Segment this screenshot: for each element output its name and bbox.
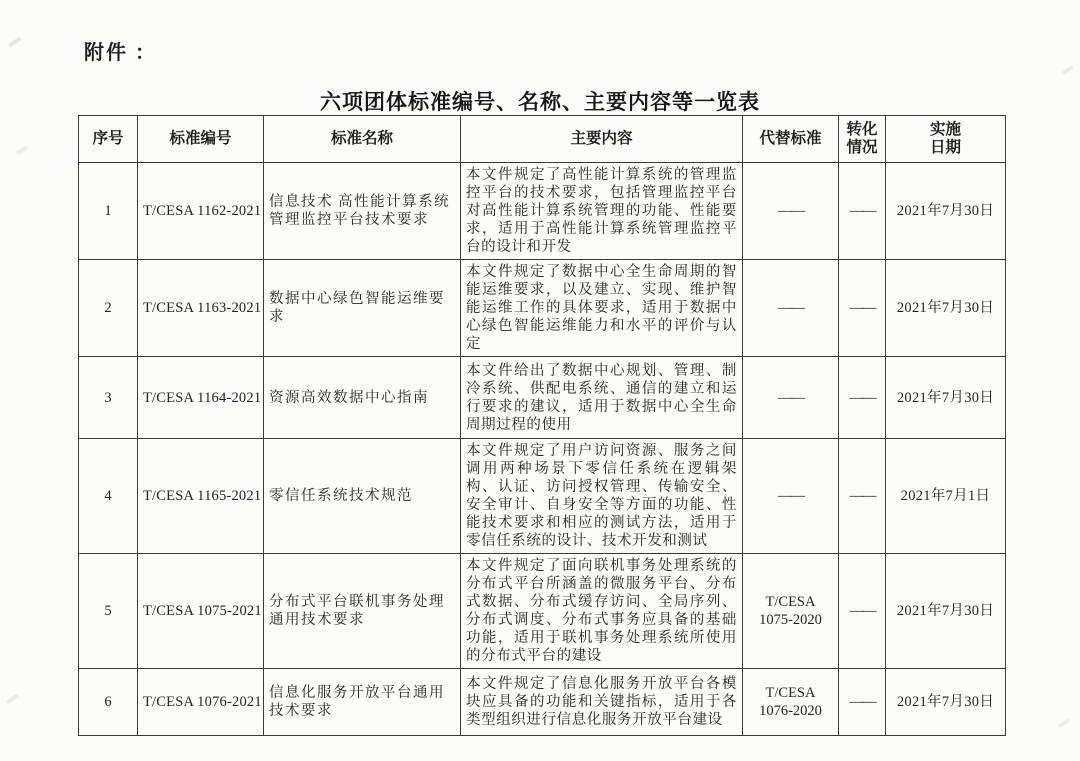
cell-replaced: —— — [743, 163, 839, 260]
header-seq: 序号 — [79, 116, 138, 163]
scan-artifact — [1062, 65, 1074, 75]
cell-name: 信息化服务开放平台通用技术要求 — [264, 669, 461, 736]
cell-impl-date: 2021年7月30日 — [886, 357, 1006, 439]
cell-replaced: —— — [743, 357, 839, 439]
cell-name: 信息技术 高性能计算系统管理监控平台技术要求 — [264, 163, 461, 260]
scan-artifact — [16, 145, 29, 155]
cell-code: T/CESA 1076-2021 — [138, 669, 264, 736]
cell-impl-date: 2021年7月30日 — [886, 163, 1006, 260]
cell-seq: 3 — [79, 357, 138, 439]
cell-name: 资源高效数据中心指南 — [264, 357, 461, 439]
header-content: 主要内容 — [461, 116, 743, 163]
table-row — [79, 260, 1006, 357]
page-title: 六项团体标准编号、名称、主要内容等一览表 — [320, 90, 760, 114]
cell-impl-date: 2021年7月1日 — [886, 439, 1006, 554]
table-header-row — [79, 116, 1006, 163]
table-row — [79, 357, 1006, 439]
cell-replaced: —— — [743, 439, 839, 554]
cell-name: 分布式平台联机事务处理通用技术要求 — [264, 554, 461, 669]
header-impl-line1: 实施 — [929, 121, 961, 138]
cell-replaced: —— — [743, 260, 839, 357]
table-row — [79, 669, 1006, 736]
header-code: 标准编号 — [138, 116, 264, 163]
header-impl-date — [886, 116, 1006, 163]
table-row — [79, 439, 1006, 554]
cell-conversion: —— — [839, 554, 886, 669]
cell-conversion: —— — [839, 163, 886, 260]
cell-content: 本文件规定了面向联机事务处理系统的分布式平台所涵盖的微服务平台、分布式数据、分布式缓存访问、全局序列、分布式调度、分布式事务应具备的基础功能，适用于联机事务处理系统所使用的分布式平台的建设 — [461, 554, 743, 669]
cell-content: 本文件规定了高性能计算系统的管理监控平台的技术要求，包括管理监控平台对高性能计算系统管理的功能、性能要求，适用于高性能计算系统管理监控平台的设计和开发 — [461, 163, 743, 260]
cell-seq: 5 — [79, 554, 138, 669]
cell-replaced: T/CESA 1076-2020 — [743, 669, 839, 736]
cell-impl-date: 2021年7月30日 — [886, 554, 1006, 669]
cell-seq: 1 — [79, 163, 138, 260]
cell-content: 本文件规定了数据中心全生命周期的智能运维要求，以及建立、实现、维护智能运维工作的具体要求，适用于数据中心绿色智能运维能力和水平的评价与认定 — [461, 260, 743, 357]
cell-seq: 2 — [79, 260, 138, 357]
attachment-label: 附件 ： — [84, 42, 157, 64]
cell-code: T/CESA 1163-2021 — [138, 260, 264, 357]
header-conversion-line1: 转化 — [846, 121, 878, 138]
scan-artifact — [1058, 718, 1070, 728]
table-row — [79, 163, 1006, 260]
cell-content: 本文件规定了用户访问资源、服务之间调用两种场景下零信任系统在逻辑架构、认证、访问授权管理、传输安全、安全审计、自身安全等方面的功能、性能技术要求和相应的测试方法，适用于零信任系统的设计、技术开发和测试 — [461, 439, 743, 554]
cell-content: 本文件规定了信息化服务开放平台各模块应具备的功能和关键指标，适用于各类型组织进行信息化服务开放平台建设 — [461, 669, 743, 736]
cell-impl-date: 2021年7月30日 — [886, 260, 1006, 357]
cell-content: 本文件给出了数据中心规划、管理、制冷系统、供配电系统、通信的建立和运行要求的建议，适用于数据中心全生命周期过程的使用 — [461, 357, 743, 439]
cell-conversion: —— — [839, 357, 886, 439]
cell-code: T/CESA 1162-2021 — [138, 163, 264, 260]
cell-name: 数据中心绿色智能运维要求 — [264, 260, 461, 357]
header-name: 标准名称 — [264, 116, 461, 163]
scan-artifact — [8, 36, 22, 47]
cell-replaced: T/CESA 1075-2020 — [743, 554, 839, 669]
cell-conversion: —— — [839, 439, 886, 554]
header-replaced: 代替标准 — [743, 116, 839, 163]
standards-table — [78, 115, 1006, 736]
table-row — [79, 554, 1006, 669]
scan-artifact — [6, 694, 19, 705]
cell-code: T/CESA 1075-2021 — [138, 554, 264, 669]
header-conversion-line2: 情况 — [846, 139, 878, 156]
header-impl-line2: 日期 — [929, 139, 961, 156]
cell-seq: 4 — [79, 439, 138, 554]
cell-conversion: —— — [839, 669, 886, 736]
cell-code: T/CESA 1164-2021 — [138, 357, 264, 439]
cell-name: 零信任系统技术规范 — [264, 439, 461, 554]
cell-code: T/CESA 1165-2021 — [138, 439, 264, 554]
header-conversion — [839, 116, 886, 163]
cell-impl-date: 2021年7月30日 — [886, 669, 1006, 736]
cell-conversion: —— — [839, 260, 886, 357]
cell-seq: 6 — [79, 669, 138, 736]
